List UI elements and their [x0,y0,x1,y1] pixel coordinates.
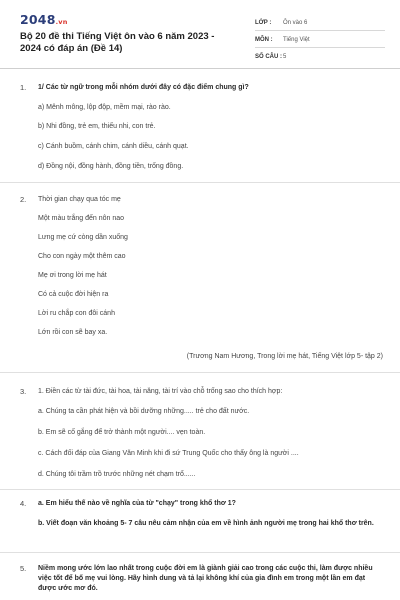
question-prompt: 1/ Các từ ngữ trong mỗi nhóm dưới đây có đặc điểm chung gì? [38,84,249,91]
question-number: 5. [20,564,27,573]
question-prompt: Niềm mong ước lớn lao nhất trong cuộc đời em là giành giải cao trong các cuộc thi, làm được nhiều việc tốt để bố mẹ vui lòng. Hãy hình dung và tả lại không khí của gia đình em trong một lần em đạt được ước mơ đó. [38,565,373,592]
document-title: Bộ 20 đề thi Tiếng Việt ôn vào 6 năm 2023 - 2024 có đáp án (Đề 14) [20,31,215,54]
divider [0,182,400,183]
poem-line: Một màu trắng đến nôn nao [38,215,125,222]
meta-class: LỚP : Ôn vào 6 [255,16,385,31]
option-a: a. Chúng ta cần phát hiện và bồi dưỡng những..... trẻ cho đất nước. [38,408,250,415]
site-logo[interactable]: 2048.vn [20,12,68,27]
document-header [0,0,400,69]
option-c: c. Cách đối đáp của Giang Văn Minh khi đi sứ Trung Quốc cho thấy ông là người .... [38,450,299,457]
poem-line: Thời gian chạy qua tóc mẹ [38,196,121,203]
poem-line: Mẹ ơi trong lời mẹ hát [38,272,107,279]
question-number: 1. [20,83,27,92]
question-prompt: a. Em hiểu thế nào về nghĩa của từ "chạy" trong khổ thơ 1? [38,500,236,507]
question-subprompt: b. Viết đoạn văn khoảng 5- 7 câu nêu cảm nhận của em về hình ảnh người mẹ trong hai khổ thơ trên. [38,520,374,527]
poem-line: Lưng mẹ cứ còng dần xuống [38,234,128,241]
question-number: 3. [20,387,27,396]
divider [0,552,400,553]
option-c: c) Cánh buồm, cánh chim, cánh diều, cánh quạt. [38,143,189,150]
poem-source: (Trương Nam Hương, Trong lời mẹ hát, Tiếng Việt lớp 5- tập 2) [186,353,383,360]
option-d: d) Đồng nội, đồng hành, đồng tiền, trống đồng. [38,163,184,170]
divider [0,489,400,490]
divider [0,372,400,373]
poem-line: Lời ru chắp con đôi cánh [38,310,115,317]
meta-info [255,16,385,66]
option-b: b) Nhi đồng, trẻ em, thiếu nhi, con trẻ. [38,123,156,130]
question-prompt: 1. Điền các từ tài đức, tài hoa, tài năng, tài trí vào chỗ trống sao cho thích hợp: [38,388,283,395]
question-number: 2. [20,195,27,204]
poem-line: Lớn rồi con sẽ bay xa. [38,329,108,336]
poem-line: Có cả cuộc đời hiện ra [38,291,109,298]
meta-subject: MÔN : Tiếng Việt [255,33,385,48]
option-b: b. Em sẽ cố gắng để trở thành một người.... vẹn toàn. [38,429,206,436]
option-a: a) Mênh mông, lộp độp, mềm mại, rào rào. [38,104,171,111]
question-number: 4. [20,499,27,508]
poem-line: Cho con ngày một thêm cao [38,253,126,260]
option-d: d. Chúng tôi trầm trồ trước những nét chạm trổ...... [38,471,196,478]
meta-question-count: SỐ CÂU : 5 [255,54,287,60]
